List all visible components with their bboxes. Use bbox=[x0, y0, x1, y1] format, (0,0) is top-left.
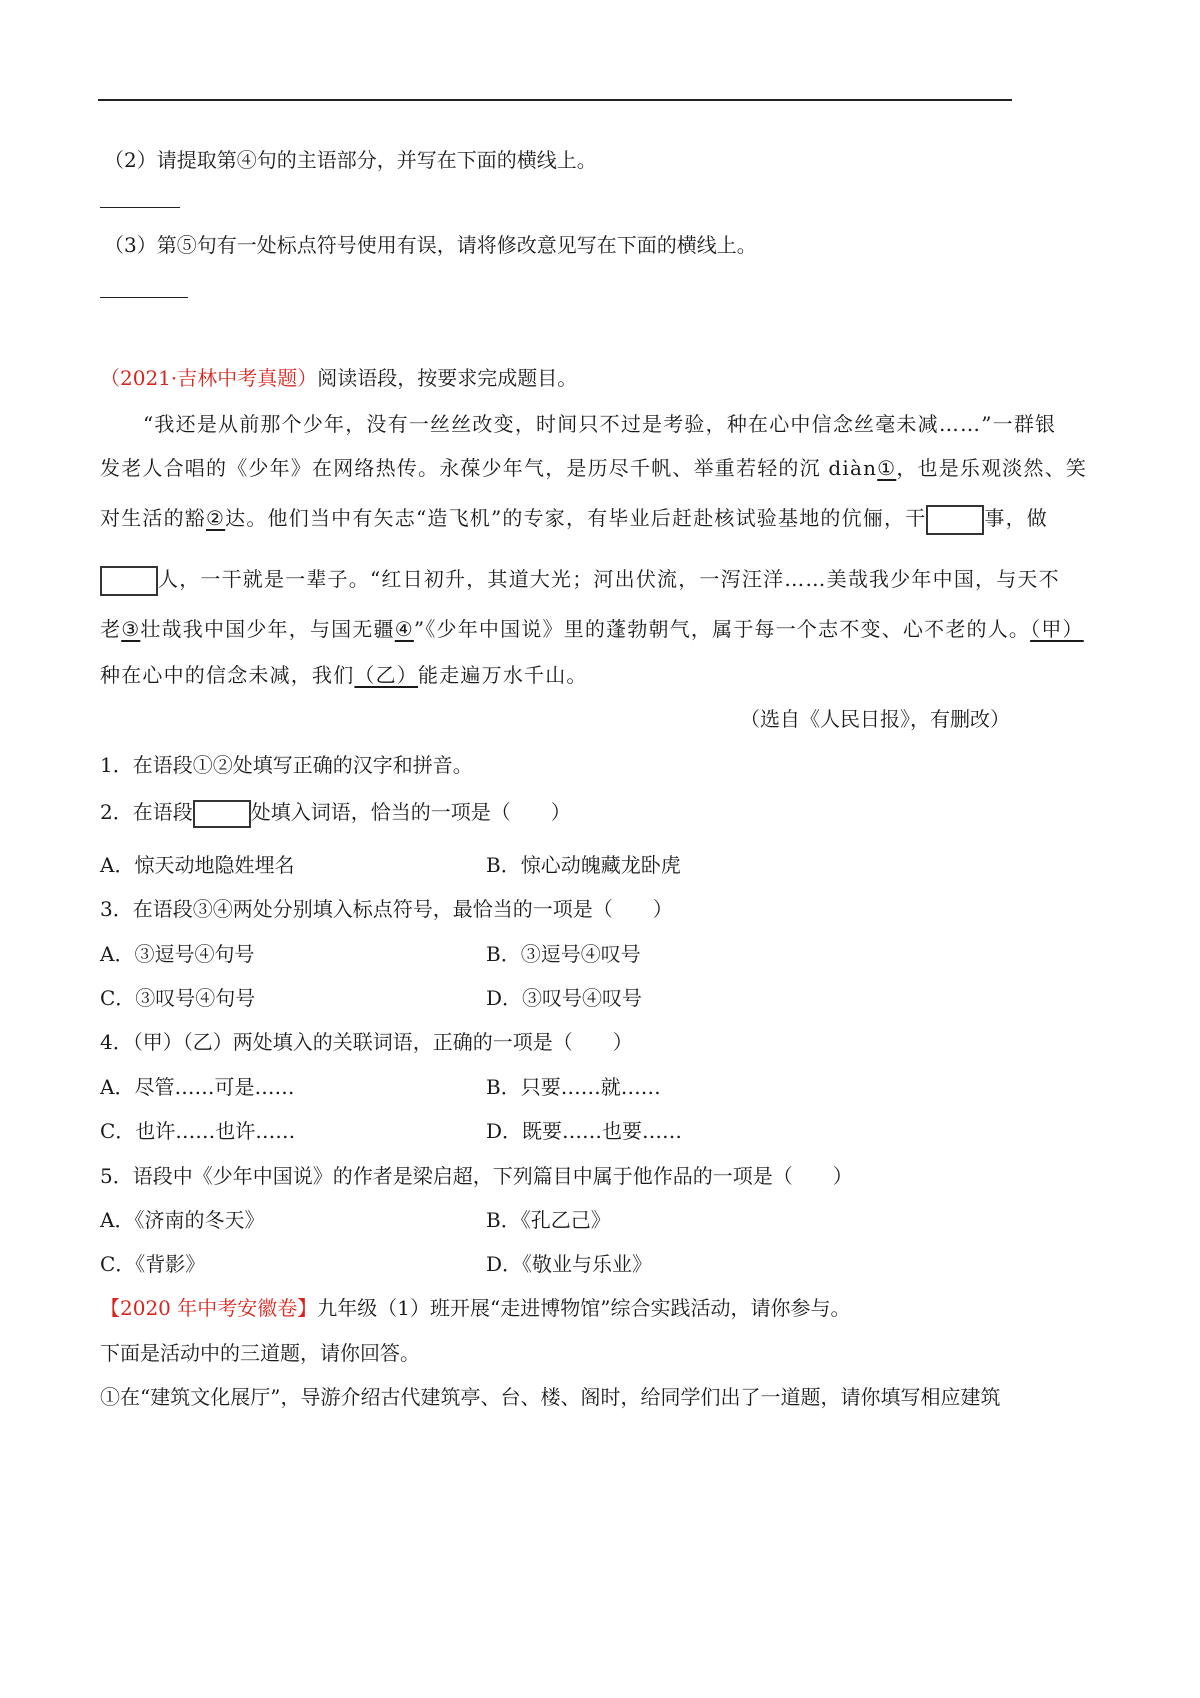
q2-option-b[interactable]: B．惊心动魄藏龙卧虎 bbox=[486, 853, 681, 877]
passage-line-1: “我还是从前那个少年，没有一丝丝改变，时间只不过是考验，种在心中信念丝毫未减……”一群银 bbox=[143, 412, 1057, 436]
q4-option-c[interactable]: C．也许……也许…… bbox=[100, 1119, 296, 1143]
q2-option-a[interactable]: A．惊天动地隐姓埋名 bbox=[100, 853, 295, 877]
question-2-part: 处填入词语，恰当的一项是（ ） bbox=[250, 800, 571, 824]
passage-text: ，也是乐观淡然、笑 bbox=[896, 456, 1088, 480]
question-3: 3．在语段③④两处分别填入标点符号，最恰当的一项是（ ） bbox=[100, 897, 673, 921]
q4-option-d[interactable]: D．既要……也要…… bbox=[486, 1119, 683, 1143]
q5-option-c[interactable]: C．《背影》 bbox=[100, 1252, 206, 1276]
marker-1: ① bbox=[877, 456, 897, 480]
marker-2: ② bbox=[206, 506, 226, 530]
q4-option-b[interactable]: B．只要……就…… bbox=[486, 1075, 661, 1099]
passage-text: 事，做 bbox=[984, 506, 1048, 530]
question-5: 5．语段中《少年中国说》的作者是梁启超，下列篇目中属于他作品的一项是（ ） bbox=[100, 1164, 853, 1188]
passage-source: （选自《人民日报》，有删改） bbox=[740, 707, 1010, 731]
answer-line-3[interactable] bbox=[100, 296, 188, 298]
answer-line-2[interactable] bbox=[100, 206, 180, 208]
passage-text: 人，一干就是一辈子。“红日初升，其道大光；河出伏流，一泻汪洋……美哉我少年中国，与天不 bbox=[158, 567, 1060, 591]
q3-option-b[interactable]: B．③逗号④叹号 bbox=[486, 942, 641, 966]
q3-option-d[interactable]: D．③叹号④叹号 bbox=[486, 986, 643, 1010]
marker-3: ③ bbox=[121, 617, 141, 641]
question-2-text: （2）请提取第④句的主语部分，并写在下面的横线上。 bbox=[104, 148, 597, 172]
passage-text: 对生活的豁 bbox=[100, 506, 206, 530]
q5-option-a[interactable]: A．《济南的冬天》 bbox=[100, 1208, 265, 1232]
section2-heading bbox=[100, 1294, 850, 1322]
fill-box-1[interactable] bbox=[926, 505, 984, 535]
passage-text: ”《少年中国说》里的蓬勃朝气，属于每一个志不变、心不老的人。 bbox=[413, 617, 1031, 641]
q3-option-a[interactable]: A．③逗号④句号 bbox=[100, 942, 255, 966]
section2-line-3: ①在“建筑文化展厅”，导游介绍古代建筑亭、台、楼、阁时，给同学们出了一道题，请你填写相应建筑 bbox=[100, 1385, 1001, 1409]
section1-heading bbox=[100, 364, 577, 392]
passage-text: 达。他们当中有矢志“造飞机”的专家，有毕业后赶赴核试验基地的伉俪，干 bbox=[225, 506, 927, 530]
passage-text: 老 bbox=[100, 617, 122, 641]
question-2-part: 2．在语段 bbox=[100, 800, 193, 824]
q3-option-c[interactable]: C．③叹号④句号 bbox=[100, 986, 256, 1010]
passage-text: 种在心中的信念未减，我们 bbox=[100, 663, 355, 687]
blank-yi[interactable]: （乙） bbox=[354, 663, 419, 687]
passage-line-5 bbox=[100, 613, 1084, 642]
passage-line-2 bbox=[100, 452, 1087, 481]
q5-option-d[interactable]: D．《敬业与乐业》 bbox=[486, 1252, 653, 1276]
passage-text: 壮哉我中国少年，与国无疆 bbox=[140, 617, 395, 641]
passage-text: 发老人合唱的《少年》在网络热传。永葆少年气，是历尽千帆、举重若轻的沉 diàn bbox=[100, 456, 878, 480]
q5-option-b[interactable]: B．《孔乙己》 bbox=[486, 1208, 611, 1232]
passage-line-4 bbox=[100, 563, 1060, 596]
q4-option-a[interactable]: A．尽管……可是…… bbox=[100, 1075, 295, 1099]
section1-source-tag: （2021·吉林中考真题） bbox=[100, 366, 318, 390]
question-1: 1．在语段①②处填写正确的汉字和拼音。 bbox=[100, 753, 473, 777]
passage-text: 能走遍万水千山。 bbox=[418, 663, 588, 687]
section2-line-2: 下面是活动中的三道题，请你回答。 bbox=[100, 1341, 420, 1365]
section2-intro: 九年级（1）班开展“走进博物馆”综合实践活动，请你参与。 bbox=[317, 1296, 851, 1320]
question-3-text: （3）第⑤句有一处标点符号使用有误，请将修改意见写在下面的横线上。 bbox=[104, 233, 757, 257]
blank-jia[interactable]: （甲） bbox=[1030, 617, 1084, 641]
question-2-box bbox=[193, 800, 251, 828]
question-2 bbox=[100, 798, 571, 828]
header-rule bbox=[98, 99, 1012, 101]
marker-4: ④ bbox=[394, 617, 414, 641]
fill-box-2[interactable] bbox=[100, 566, 158, 596]
passage-line-6 bbox=[100, 659, 588, 688]
question-4: 4．（甲）（乙）两处填入的关联词语，正确的一项是（ ） bbox=[100, 1030, 633, 1054]
passage-line-3 bbox=[100, 502, 1048, 535]
section1-intro: 阅读语段，按要求完成题目。 bbox=[317, 366, 578, 390]
section2-source-tag: 【2020 年中考安徽卷】 bbox=[100, 1296, 318, 1320]
